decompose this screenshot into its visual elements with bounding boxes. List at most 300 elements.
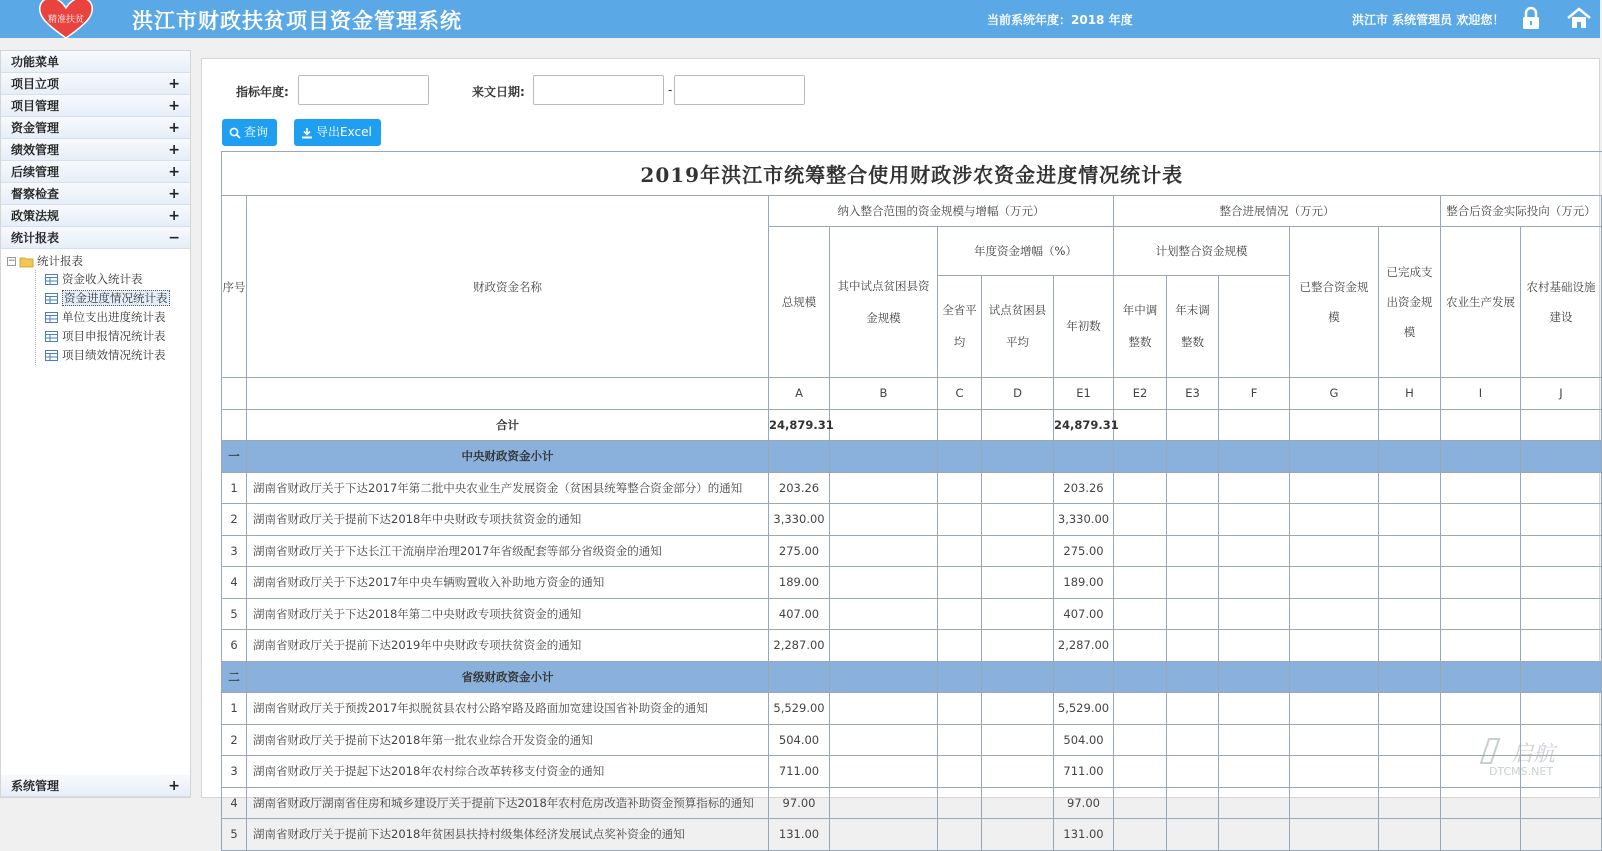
row-fund-name: 湖南省财政厅关于下达2017年中央车辆购置收入补助地方资金的通知 [247,567,769,599]
row-seq: 5 [222,598,247,630]
tree-leaf-project-declare[interactable] [7,327,190,346]
main-panel [201,58,1600,842]
total-a: 24,879.31 [769,409,830,441]
row-total-scale: 189.00 [769,567,830,599]
row-total-scale: 203.26 [769,472,830,504]
expand-icon: + [168,778,180,794]
cell-empty [1290,724,1379,756]
cell-empty [1167,724,1219,756]
cell-empty [1167,598,1219,630]
sidebar-item-system[interactable] [1,775,190,797]
total-label: 合计 [247,409,769,441]
cell-empty [938,598,982,630]
cell-empty [938,661,982,693]
cell-empty [1114,504,1167,536]
header-seq: 序号 [222,196,247,378]
cell-empty [938,756,982,788]
tree-root-label: 统计报表 [37,254,83,268]
cell-empty [1379,472,1441,504]
sidebar-item-inspection[interactable] [1,183,190,205]
table-icon [45,350,58,361]
row-fund-name: 湖南省财政厅关于下达长江干流崩岸治理2017年省级配套等部分省级资金的通知 [247,535,769,567]
row-e1: 97.00 [1054,787,1114,819]
row-total-scale: 97.00 [769,787,830,819]
cell-empty [982,409,1054,441]
cell-empty [1379,756,1441,788]
cell-empty [1219,535,1290,567]
header-pilot-scale: 其中试点贫困县资金规模 [830,227,938,378]
tree-root[interactable] [7,253,190,270]
table-row [222,598,1602,630]
sidebar-item-label: 督察检查 [11,187,60,201]
cell-empty [1379,598,1441,630]
letter-cell: F [1219,378,1290,410]
cell-empty [1290,630,1379,662]
cell-empty [1441,693,1521,725]
expand-icon: + [168,120,180,136]
cell-empty [1167,567,1219,599]
tree-leaf-fund-income[interactable] [7,270,190,289]
svg-text:启航: 启航 [1510,742,1556,767]
cell-empty [830,724,938,756]
cell-empty [1521,535,1602,567]
cell-empty [1441,819,1521,851]
cell-empty [938,787,982,819]
row-seq: 1 [222,472,247,504]
cell-empty [222,409,247,441]
row-fund-name: 湖南省财政厅关于下达2017年第二批中央农业生产发展资金（贫困县统筹整合资金部分）的通知 [247,472,769,504]
cell-empty [830,567,938,599]
cell-empty [1379,409,1441,441]
cell-empty [982,819,1054,851]
expand-icon: + [168,76,180,92]
sidebar-item-statistics[interactable] [1,227,190,249]
expand-icon: + [168,164,180,180]
sidebar-item-label: 系统管理 [11,779,60,793]
table-row [222,819,1602,851]
row-fund-name: 湖南省财政厅关于提前下达2018年中央财政专项扶贫资金的通知 [247,504,769,536]
sidebar-item-label: 项目立项 [11,77,60,91]
header-agri-dev: 农业生产发展 [1441,227,1521,378]
cell-empty [1521,787,1602,819]
cell-empty [1441,472,1521,504]
export-excel-button[interactable] [294,119,381,146]
cell-empty [1379,819,1441,851]
welcome-text: 洪江市 系统管理员 欢迎您！ [1352,13,1505,27]
cell-empty [1441,630,1521,662]
export-button-label: 导出Excel [316,125,372,139]
cell-empty [1167,630,1219,662]
watermark-text: DTCMS.NET [1488,765,1554,778]
tree-toggle-icon[interactable]: − [8,256,16,266]
cell-empty [1441,787,1521,819]
tree-leaf-label: 资金收入统计表 [62,272,143,286]
row-e1: 275.00 [1054,535,1114,567]
sidebar-item-label: 绩效管理 [11,143,60,157]
table-row [222,724,1602,756]
header-spent-scale: 已完成支出资金规模 [1379,227,1441,378]
cell-empty [1441,535,1521,567]
cell-empty [1290,441,1379,473]
cell-empty [1219,504,1290,536]
expand-icon: + [168,98,180,114]
letter-cell: E1 [1054,378,1114,410]
table-row [222,787,1602,819]
header-group-progress: 整合进展情况（万元） [1114,196,1441,227]
total-row [222,409,1602,441]
cell-empty [1167,472,1219,504]
report-title: 2019年洪江市统筹整合使用财政涉农资金进度情况统计表 [222,152,1602,196]
date-label: 来文日期: [472,85,525,99]
row-total-scale: 2,287.00 [769,630,830,662]
row-seq: 4 [222,787,247,819]
cell-empty [830,661,938,693]
subtotal-row [222,441,1602,473]
letter-cell: E3 [1167,378,1219,410]
cell-empty [1521,409,1602,441]
cell-empty [1441,598,1521,630]
table-row [222,630,1602,662]
cell-empty [982,661,1054,693]
row-fund-name: 湖南省财政厅关于提前下达2018年贫困县扶持村级集体经济发展试点奖补资金的通知 [247,819,769,851]
logo-text: 精准扶贫 [47,15,85,25]
year-label: 指标年度: [236,85,289,99]
header-group-scale: 纳入整合范围的资金规模与增幅（万元） [769,196,1114,227]
cell-empty [830,441,938,473]
cell-empty [1114,472,1167,504]
cell-empty [1114,787,1167,819]
search-icon [229,127,241,139]
row-seq: 3 [222,756,247,788]
sidebar-item-label: 项目管理 [11,99,60,113]
cell-empty [1219,441,1290,473]
top-header [0,0,1600,38]
subtotal-label: 省级财政资金小计 [247,661,769,693]
cell-empty [1219,787,1290,819]
subtotal-seq: 二 [222,661,247,693]
header-prov-avg: 全省平均 [938,275,982,377]
table-icon [45,312,58,323]
cell-empty [1290,756,1379,788]
cell-empty [1441,567,1521,599]
tree-leaf-label: 项目绩效情况统计表 [62,348,166,362]
cell-empty [982,504,1054,536]
cell-empty [1114,630,1167,662]
header-fund-name: 财政资金名称 [247,196,769,378]
header-e1: 年初数 [1054,275,1114,377]
cell-empty [830,819,938,851]
cell-empty [769,441,830,473]
cell-empty [982,535,1054,567]
row-seq: 4 [222,567,247,599]
sidebar-item-performance[interactable] [1,139,190,161]
cell-empty [938,819,982,851]
cell-empty [1114,567,1167,599]
cell-empty [1379,535,1441,567]
header-e2: 年中调整数 [1114,275,1167,377]
row-total-scale: 5,529.00 [769,693,830,725]
cell-empty [938,630,982,662]
date-from-input[interactable] [533,75,664,105]
table-icon [45,274,58,285]
row-total-scale: 275.00 [769,535,830,567]
letter-row [222,378,1602,410]
cell-empty [1441,504,1521,536]
row-total-scale: 131.00 [769,819,830,851]
table-row [222,472,1602,504]
cell-empty [1521,472,1602,504]
cell-empty [1379,724,1441,756]
cell-empty [1219,567,1290,599]
letter-cell: C [938,378,982,410]
cell-empty [1521,441,1602,473]
total-e1: 24,879.31 [1054,409,1114,441]
row-seq: 2 [222,504,247,536]
row-e1: 5,529.00 [1054,693,1114,725]
cell-empty [1219,756,1290,788]
cell-empty [982,693,1054,725]
cell-empty [1290,787,1379,819]
row-e1: 711.00 [1054,756,1114,788]
tree-leaf-project-performance[interactable] [7,346,190,365]
row-e1: 203.26 [1054,472,1114,504]
table-row [222,756,1602,788]
collapse-icon: − [168,230,180,246]
row-e1: 189.00 [1054,567,1114,599]
cell-empty [982,567,1054,599]
row-e1: 407.00 [1054,598,1114,630]
cell-empty [938,504,982,536]
row-seq: 6 [222,630,247,662]
header-annual-growth: 年度资金增幅（%） [938,227,1114,276]
logo-heart-icon [36,0,96,40]
cell-empty [938,567,982,599]
cell-empty [938,535,982,567]
cell-empty [830,598,938,630]
progress-report-table [221,151,1602,851]
query-button-label: 查询 [244,125,269,139]
header-e3: 年末调整数 [1167,275,1219,377]
header-rural-infra: 农村基础设施建设 [1521,227,1602,378]
cell-empty [1379,693,1441,725]
sidebar [0,50,191,798]
table-row [222,693,1602,725]
row-e1: 2,287.00 [1054,630,1114,662]
header-plan-scale: 计划整合资金规模 [1114,227,1290,276]
sidebar-item-label: 后续管理 [11,165,60,179]
system-year: 当前系统年度：2018 年度 [987,13,1133,27]
letter-cell: H [1379,378,1441,410]
subtotal-row [222,661,1602,693]
row-e1: 3,330.00 [1054,504,1114,536]
cell-empty [1167,693,1219,725]
sidebar-item-policy[interactable] [1,205,190,227]
cell-empty [1290,819,1379,851]
cell-empty [830,409,938,441]
cell-empty [830,504,938,536]
cell-empty [1219,819,1290,851]
cell-empty [982,630,1054,662]
date-separator: - [668,83,673,97]
header-integrated-scale: 已整合资金规模 [1290,227,1379,378]
table-icon [45,331,58,342]
cell-empty [1114,535,1167,567]
row-fund-name: 湖南省财政厅湖南省住房和城乡建设厅关于提前下达2018年农村危房改造补助资金预算指标的通知 [247,787,769,819]
sidebar-item-label: 资金管理 [11,121,60,135]
cell-empty [1290,472,1379,504]
sidebar-item-follow-up[interactable] [1,161,190,183]
cell-empty [1167,504,1219,536]
cell-empty [1521,819,1602,851]
tree-leaf-unit-expense[interactable] [7,308,190,327]
date-to-input[interactable] [674,75,805,105]
cell-empty [1379,441,1441,473]
cell-empty [1521,567,1602,599]
cell-empty [830,756,938,788]
cell-empty [1219,472,1290,504]
row-total-scale: 407.00 [769,598,830,630]
header-total-scale: 总规模 [769,227,830,378]
row-e1: 504.00 [1054,724,1114,756]
letter-cell: D [982,378,1054,410]
letter-cell: J [1521,378,1602,410]
letter-cell: E2 [1114,378,1167,410]
cell-empty [982,724,1054,756]
cell-empty [1521,630,1602,662]
app-title: 洪江市财政扶贫项目资金管理系统 [132,9,462,33]
letter-cell-empty [247,378,769,410]
cell-empty [1114,819,1167,851]
sidebar-item-label: 统计报表 [11,231,60,245]
cell-empty [1219,693,1290,725]
cell-empty [830,630,938,662]
row-seq: 1 [222,693,247,725]
lock-icon[interactable] [1522,7,1540,29]
report-body [222,441,1602,851]
letter-cell: A [769,378,830,410]
cell-empty [1054,441,1114,473]
cell-empty [1379,661,1441,693]
cell-empty [1114,693,1167,725]
cell-empty [1167,409,1219,441]
sidebar-item-project-setup[interactable] [1,73,190,95]
cell-empty [1441,661,1521,693]
cell-empty [1167,819,1219,851]
header-pilot-avg: 试点贫困县平均 [982,275,1054,377]
cell-empty [982,441,1054,473]
letter-cell-empty [222,378,247,410]
cell-empty [830,535,938,567]
cell-empty [1290,409,1379,441]
cell-empty [938,693,982,725]
subtotal-seq: 一 [222,441,247,473]
cell-empty [1290,535,1379,567]
row-seq: 3 [222,535,247,567]
cell-empty [1521,598,1602,630]
cell-empty [982,598,1054,630]
row-fund-name: 湖南省财政厅关于提起下达2018年农村综合改革转移支付资金的通知 [247,756,769,788]
row-fund-name: 湖南省财政厅关于预拨2017年拟脱贫县农村公路窄路及路面加宽建设国省补助资金的通知 [247,693,769,725]
row-e1: 131.00 [1054,819,1114,851]
year-input[interactable] [298,75,429,105]
row-total-scale: 3,330.00 [769,504,830,536]
cell-empty [982,756,1054,788]
cell-empty [1379,567,1441,599]
cell-empty [1219,661,1290,693]
cell-empty [1379,787,1441,819]
cell-empty [830,693,938,725]
cell-empty [1167,441,1219,473]
sidebar-item-project-manage[interactable] [1,95,190,117]
cell-empty [1219,409,1290,441]
cell-empty [1114,409,1167,441]
cell-empty [938,441,982,473]
cell-empty [1521,661,1602,693]
sidebar-menu-head: 功能菜单 [1,51,190,73]
table-row [222,567,1602,599]
download-icon [301,127,313,139]
cell-empty [1290,693,1379,725]
cell-empty [1441,441,1521,473]
letter-cell: I [1441,378,1521,410]
query-button[interactable] [222,119,277,146]
cell-empty [830,472,938,504]
tree-leaf-label: 资金进度情况统计表 [64,291,168,305]
cell-empty [1219,724,1290,756]
cell-empty [982,472,1054,504]
cell-empty [1379,504,1441,536]
letter-cell: G [1290,378,1379,410]
cell-empty [1114,441,1167,473]
cell-empty [1290,567,1379,599]
filter-row [202,75,1599,105]
cell-empty [1441,409,1521,441]
cell-empty [769,661,830,693]
cell-empty [830,787,938,819]
cell-empty [1290,504,1379,536]
sidebar-item-fund-manage[interactable] [1,117,190,139]
header-group-direction: 整合后资金实际投向（万元） [1441,196,1602,227]
row-total-scale: 711.00 [769,756,830,788]
table-row [222,504,1602,536]
stats-tree [1,249,190,365]
cell-empty [982,787,1054,819]
cell-empty [938,409,982,441]
expand-icon: + [168,186,180,202]
row-fund-name: 湖南省财政厅关于下达2018年第二中央财政专项扶贫资金的通知 [247,598,769,630]
expand-icon: + [168,208,180,224]
tree-leaf-label: 单位支出进度统计表 [62,310,166,324]
cell-empty [1114,756,1167,788]
cell-empty [1167,661,1219,693]
subtotal-label: 中央财政资金小计 [247,441,769,473]
home-icon[interactable] [1566,7,1592,29]
cell-empty [938,472,982,504]
watermark-logo [1461,731,1581,781]
sidebar-item-label: 政策法规 [11,209,60,223]
row-seq: 5 [222,819,247,851]
tree-leaf-fund-progress[interactable] [7,289,190,308]
cell-empty [1290,661,1379,693]
row-seq: 2 [222,724,247,756]
cell-empty [1114,661,1167,693]
cell-empty [1290,598,1379,630]
cell-empty [938,724,982,756]
expand-icon: + [168,142,180,158]
row-fund-name: 湖南省财政厅关于提前下达2018年第一批农业综合开发资金的通知 [247,724,769,756]
letter-cell: B [830,378,938,410]
cell-empty [1114,598,1167,630]
